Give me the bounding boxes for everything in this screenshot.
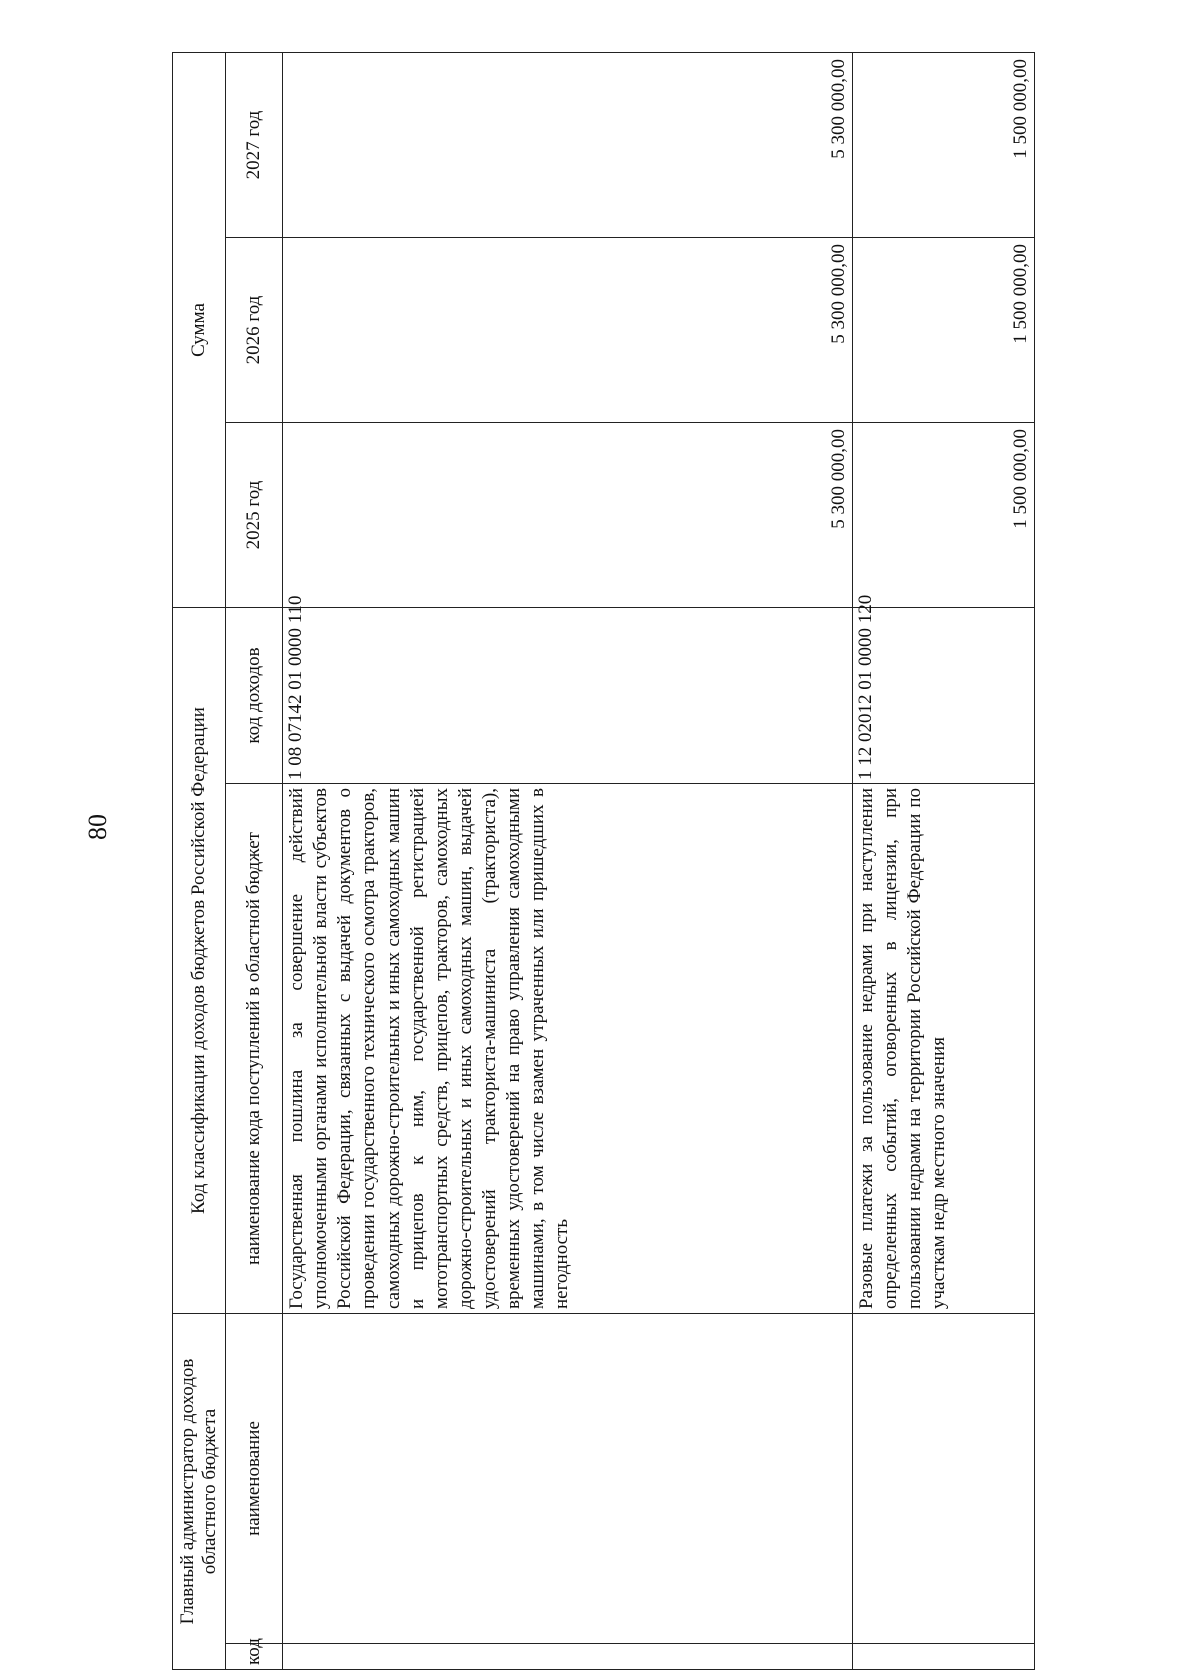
header-admin-group: Главный администратор доходов областного бюджета [173, 1314, 226, 1670]
row-sum-2025: 1 500 000,00 [853, 423, 1035, 608]
header-name: наименование [226, 1314, 283, 1644]
row-sum-2026: 1 500 000,00 [853, 238, 1035, 423]
header-classification-group: Код классификации доходов бюджетов Российской Федерации [173, 608, 226, 1314]
row-admin-code [283, 1644, 853, 1670]
header-row-2 [226, 53, 283, 1670]
income-classification-table [172, 52, 1035, 1670]
budget-table-sheet [172, 59, 1082, 1670]
header-2025: 2025 год [226, 423, 283, 608]
row-description: Государственная пошлина за совершение действий уполномоченными органами исполнительной власти субъектов Российской Федерации, связанных с выдачей документов о проведении государственного технического осмотра тракторов, самоходных дорожно-строительных и иных самоходных машин и прицепов к ним, государственной регистрацией мототранспортных средств, прицепов, тракторов, самоходных дорожно-строительных и иных самоходных машин, выдачей удостоверений тракториста-машиниста (тракториста), временных удостоверений на право управления самоходными машинами, в том числе взамен утраченных или пришедших в негодность [283, 784, 853, 1314]
header-sum-group: Сумма [173, 53, 226, 608]
header-2026: 2026 год [226, 238, 283, 423]
header-2027: 2027 год [226, 53, 283, 238]
row-sum-2025: 5 300 000,00 [283, 423, 853, 608]
row-admin-name [283, 1314, 853, 1644]
row-description: Разовые платежи за пользование недрами при наступлении определенных событий, оговоренных в лицензии, при пользовании недрами на территории Российской Федерации по участкам недр местного значения [853, 784, 1035, 1314]
row-sum-2027: 1 500 000,00 [853, 53, 1035, 238]
page-number: 80 [83, 814, 112, 840]
header-row-1 [173, 53, 226, 1670]
header-code: код [226, 1644, 283, 1670]
row-admin-code [853, 1644, 1035, 1670]
header-income-code: код доходов [226, 608, 283, 784]
row-income-code: 1 08 07142 01 0000 110 [283, 608, 853, 784]
table-row [853, 53, 1035, 1670]
header-receipt-name: наименование кода поступлений в областной бюджет [226, 784, 283, 1314]
row-sum-2027: 5 300 000,00 [283, 53, 853, 238]
row-admin-name [853, 1314, 1035, 1644]
row-sum-2026: 5 300 000,00 [283, 238, 853, 423]
table-row [283, 53, 853, 1670]
row-income-code: 1 12 02012 01 0000 120 [853, 608, 1035, 784]
